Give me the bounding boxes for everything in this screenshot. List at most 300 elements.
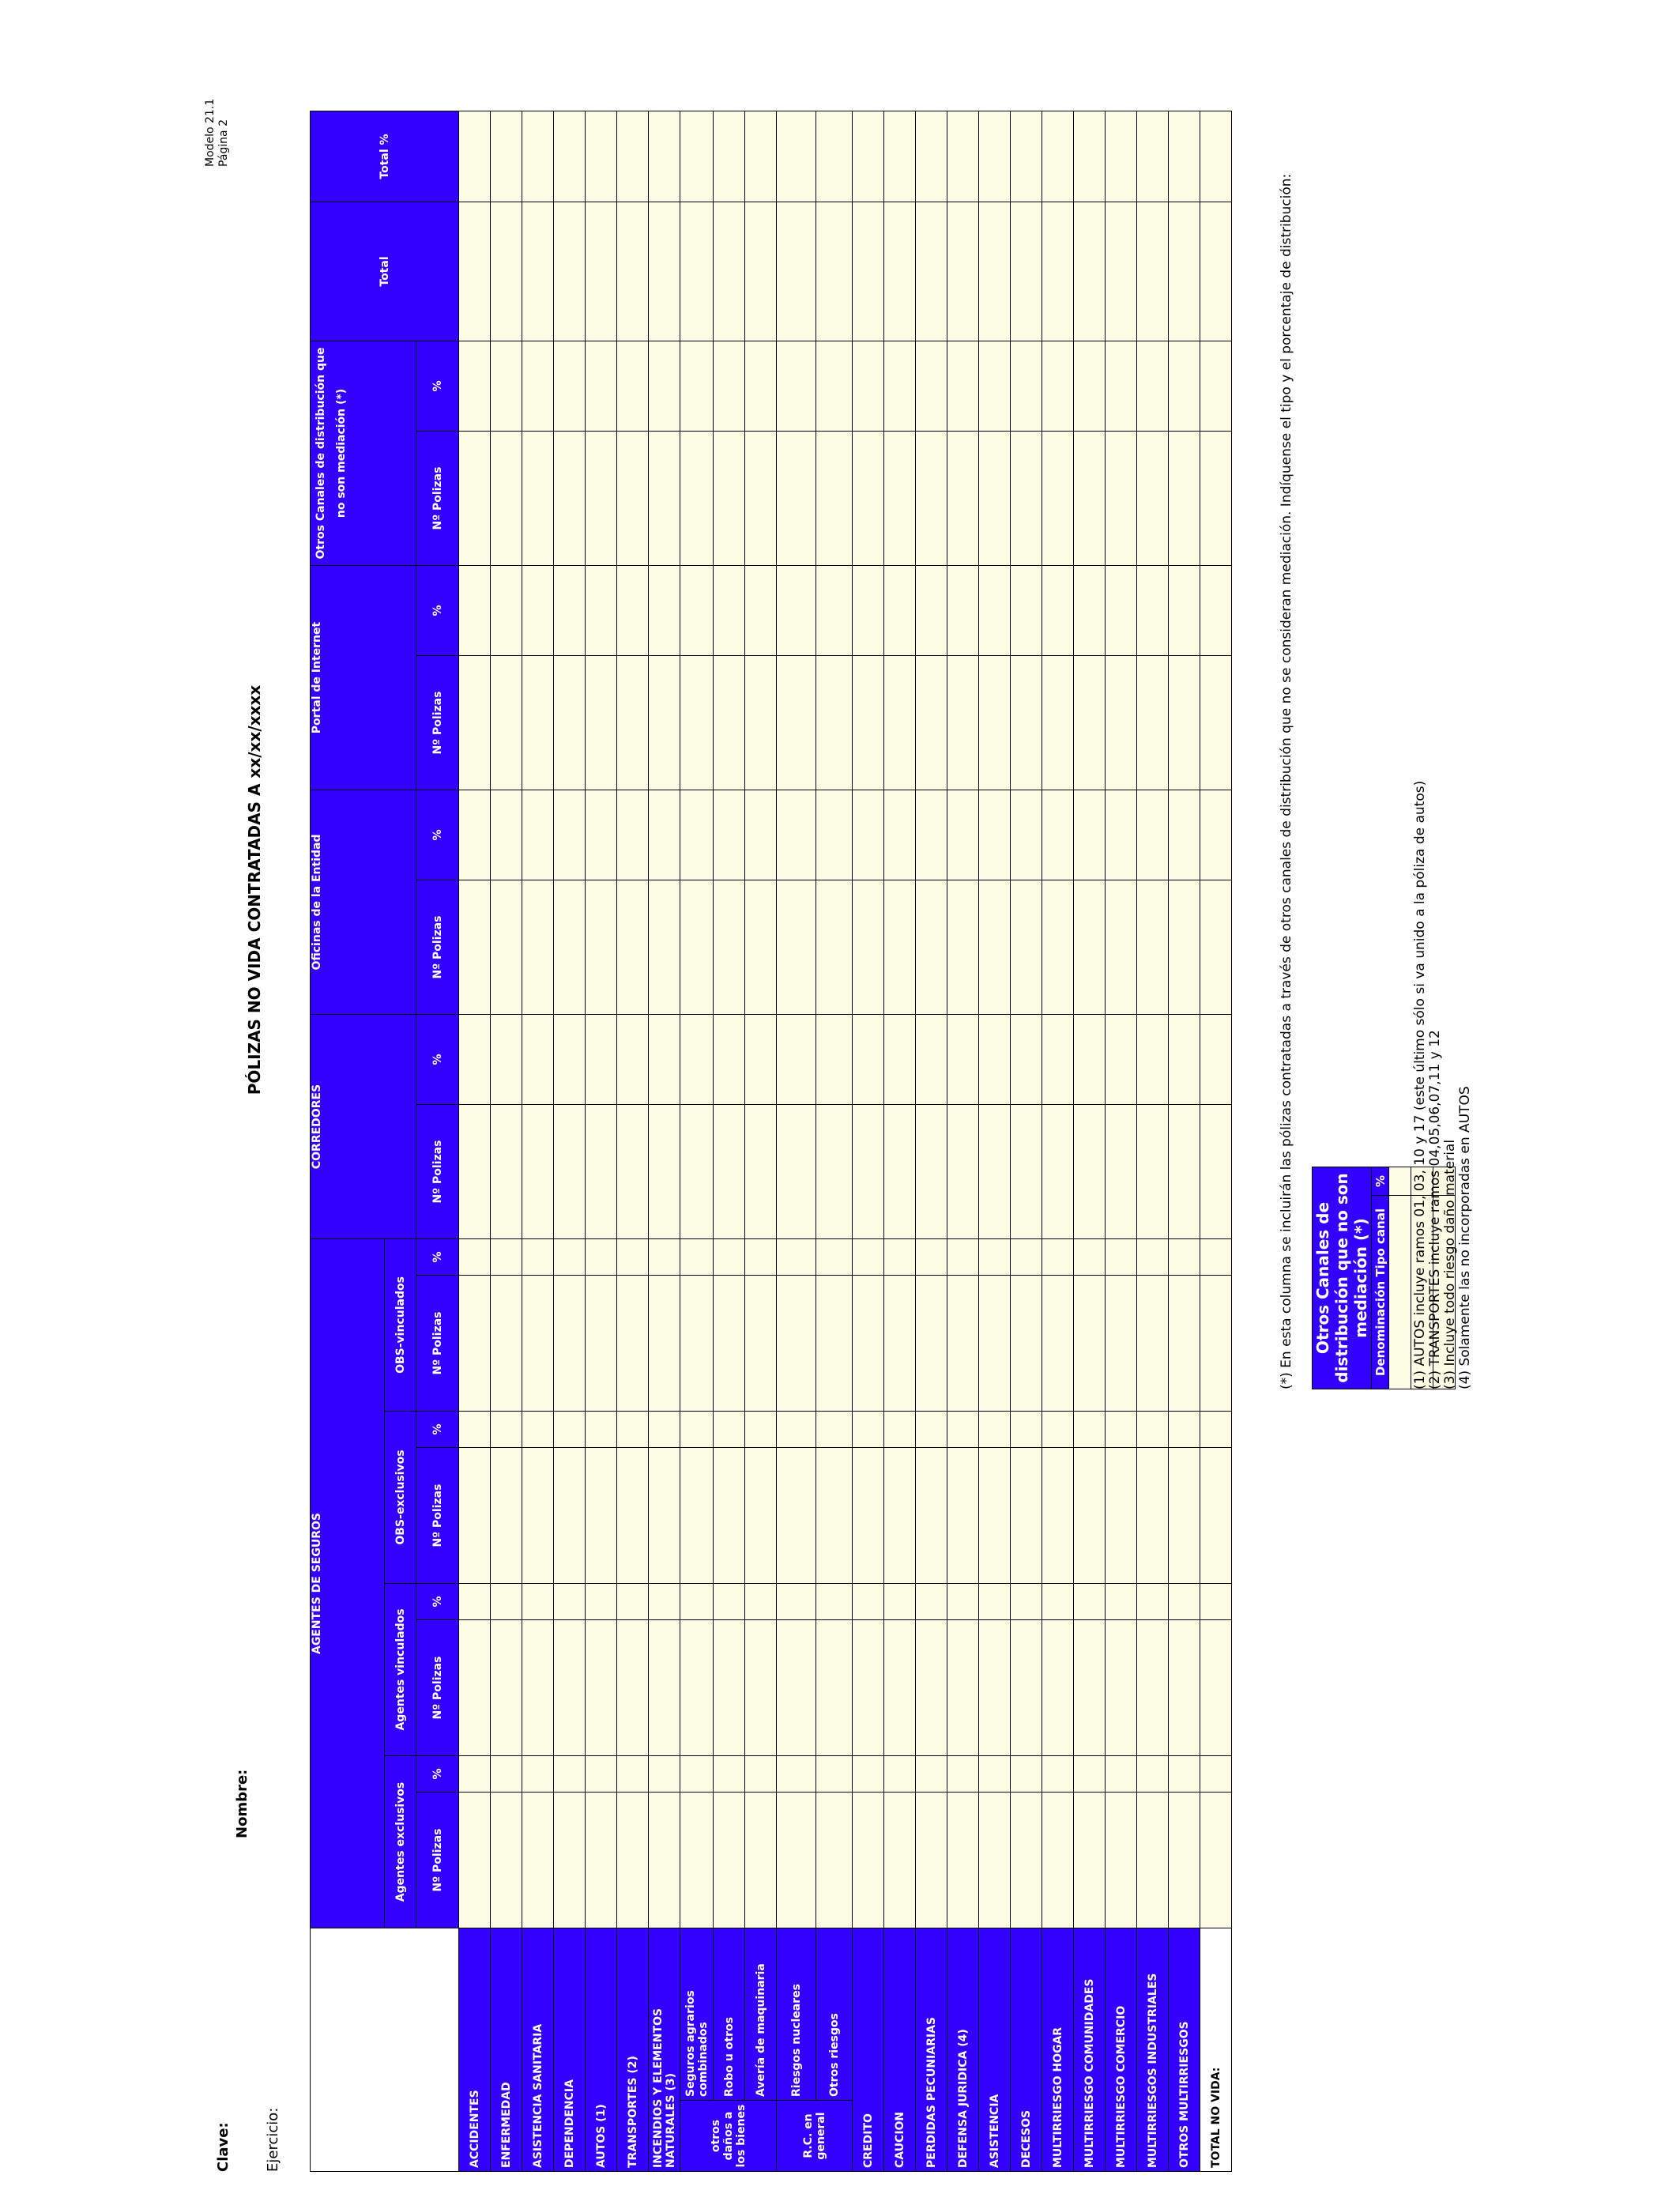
data-cell[interactable]: [617, 432, 649, 566]
data-cell[interactable]: [522, 790, 554, 880]
data-cell[interactable]: [459, 790, 491, 880]
data-cell[interactable]: [947, 1584, 979, 1620]
data-cell[interactable]: [979, 111, 1011, 202]
data-cell[interactable]: [1042, 1015, 1074, 1105]
data-cell[interactable]: [522, 1105, 554, 1239]
data-cell[interactable]: [1011, 1584, 1042, 1620]
data-cell[interactable]: [554, 566, 586, 656]
data-cell[interactable]: [884, 1620, 916, 1756]
data-cell[interactable]: [714, 111, 745, 202]
data-cell[interactable]: [884, 1793, 916, 1928]
data-cell[interactable]: [916, 1448, 947, 1584]
data-cell[interactable]: [1011, 880, 1042, 1015]
data-cell[interactable]: [884, 1105, 916, 1239]
data-cell[interactable]: [522, 111, 554, 202]
data-cell[interactable]: [745, 1584, 777, 1620]
data-cell[interactable]: [947, 341, 979, 432]
data-cell[interactable]: [714, 880, 745, 1015]
data-cell[interactable]: [816, 1448, 853, 1584]
data-cell[interactable]: [745, 1448, 777, 1584]
data-cell[interactable]: [979, 880, 1011, 1015]
data-cell[interactable]: [1074, 880, 1106, 1015]
data-cell[interactable]: [1169, 1793, 1200, 1928]
data-cell[interactable]: [916, 111, 947, 202]
data-cell[interactable]: [777, 1448, 816, 1584]
data-cell[interactable]: [1137, 1276, 1169, 1412]
data-cell[interactable]: [979, 1584, 1011, 1620]
data-cell[interactable]: [491, 880, 522, 1015]
data-cell[interactable]: [1042, 1276, 1074, 1412]
data-cell[interactable]: [714, 1412, 745, 1448]
data-cell[interactable]: [1011, 1793, 1042, 1928]
data-cell[interactable]: [1169, 790, 1200, 880]
data-cell[interactable]: [1106, 1793, 1137, 1928]
data-cell[interactable]: [1011, 1015, 1042, 1105]
data-cell[interactable]: [491, 202, 522, 341]
data-cell[interactable]: [947, 1412, 979, 1448]
data-cell[interactable]: [1169, 1620, 1200, 1756]
data-cell[interactable]: [1200, 790, 1232, 880]
data-cell[interactable]: [554, 111, 586, 202]
data-cell[interactable]: [816, 432, 853, 566]
data-cell[interactable]: [459, 432, 491, 566]
data-cell[interactable]: [1137, 341, 1169, 432]
data-cell[interactable]: [1200, 1105, 1232, 1239]
data-cell[interactable]: [459, 1620, 491, 1756]
data-cell[interactable]: [1169, 202, 1200, 341]
data-cell[interactable]: [1106, 790, 1137, 880]
data-cell[interactable]: [853, 880, 884, 1015]
data-cell[interactable]: [586, 1620, 617, 1756]
data-cell[interactable]: [853, 1620, 884, 1756]
data-cell[interactable]: [459, 566, 491, 656]
data-cell[interactable]: [777, 1412, 816, 1448]
data-cell[interactable]: [1042, 790, 1074, 880]
data-cell[interactable]: [1106, 111, 1137, 202]
data-cell[interactable]: [680, 790, 714, 880]
data-cell[interactable]: [491, 111, 522, 202]
data-cell[interactable]: [1200, 202, 1232, 341]
data-cell[interactable]: [1169, 1756, 1200, 1793]
data-cell[interactable]: [1042, 341, 1074, 432]
data-cell[interactable]: [714, 1015, 745, 1105]
data-cell[interactable]: [947, 1620, 979, 1756]
data-cell[interactable]: [816, 1756, 853, 1793]
data-cell[interactable]: [884, 656, 916, 790]
data-cell[interactable]: [491, 1584, 522, 1620]
data-cell[interactable]: [714, 656, 745, 790]
data-cell[interactable]: [714, 790, 745, 880]
data-cell[interactable]: [1106, 341, 1137, 432]
data-cell[interactable]: [617, 1239, 649, 1276]
data-cell[interactable]: [1011, 1239, 1042, 1276]
data-cell[interactable]: [1106, 1756, 1137, 1793]
data-cell[interactable]: [1169, 1584, 1200, 1620]
data-cell[interactable]: [1074, 432, 1106, 566]
data-cell[interactable]: [649, 1584, 680, 1620]
data-cell[interactable]: [522, 1412, 554, 1448]
data-cell[interactable]: [1200, 1448, 1232, 1584]
data-cell[interactable]: [816, 1239, 853, 1276]
data-cell[interactable]: [745, 1239, 777, 1276]
data-cell[interactable]: [680, 202, 714, 341]
data-cell[interactable]: [1011, 1105, 1042, 1239]
data-cell[interactable]: [947, 880, 979, 1015]
data-cell[interactable]: [979, 1448, 1011, 1584]
data-cell[interactable]: [1011, 1412, 1042, 1448]
data-cell[interactable]: [1200, 432, 1232, 566]
data-cell[interactable]: [947, 432, 979, 566]
data-cell[interactable]: [617, 111, 649, 202]
data-cell[interactable]: [916, 1584, 947, 1620]
data-cell[interactable]: [680, 1448, 714, 1584]
data-cell[interactable]: [745, 1620, 777, 1756]
data-cell[interactable]: [1042, 566, 1074, 656]
data-cell[interactable]: [745, 111, 777, 202]
data-cell[interactable]: [649, 880, 680, 1015]
data-cell[interactable]: [745, 1105, 777, 1239]
data-cell[interactable]: [853, 1584, 884, 1620]
data-cell[interactable]: [617, 566, 649, 656]
data-cell[interactable]: [491, 1793, 522, 1928]
data-cell[interactable]: [816, 341, 853, 432]
data-cell[interactable]: [884, 1412, 916, 1448]
data-cell[interactable]: [1042, 1448, 1074, 1584]
data-cell[interactable]: [1200, 1239, 1232, 1276]
data-cell[interactable]: [947, 111, 979, 202]
data-cell[interactable]: [853, 1793, 884, 1928]
data-cell[interactable]: [617, 880, 649, 1015]
data-cell[interactable]: [1042, 1793, 1074, 1928]
data-cell[interactable]: [1137, 656, 1169, 790]
data-cell[interactable]: [1042, 880, 1074, 1015]
data-cell[interactable]: [1106, 1412, 1137, 1448]
data-cell[interactable]: [491, 1239, 522, 1276]
data-cell[interactable]: [816, 656, 853, 790]
data-cell[interactable]: [586, 880, 617, 1015]
data-cell[interactable]: [816, 1276, 853, 1412]
data-cell[interactable]: [491, 566, 522, 656]
data-cell[interactable]: [947, 1448, 979, 1584]
data-cell[interactable]: [522, 1793, 554, 1928]
data-cell[interactable]: [680, 1239, 714, 1276]
data-cell[interactable]: [777, 1015, 816, 1105]
data-cell[interactable]: [916, 1620, 947, 1756]
data-cell[interactable]: [1074, 790, 1106, 880]
data-cell[interactable]: [649, 790, 680, 880]
data-cell[interactable]: [1011, 1448, 1042, 1584]
data-cell[interactable]: [816, 566, 853, 656]
data-cell[interactable]: [816, 790, 853, 880]
data-cell[interactable]: [491, 1756, 522, 1793]
data-cell[interactable]: [816, 111, 853, 202]
data-cell[interactable]: [1137, 111, 1169, 202]
data-cell[interactable]: [586, 202, 617, 341]
data-cell[interactable]: [491, 1276, 522, 1412]
data-cell[interactable]: [714, 1276, 745, 1412]
data-cell[interactable]: [853, 1015, 884, 1105]
data-cell[interactable]: [649, 566, 680, 656]
data-cell[interactable]: [1011, 432, 1042, 566]
data-cell[interactable]: [649, 202, 680, 341]
data-cell[interactable]: [649, 1105, 680, 1239]
data-cell[interactable]: [853, 566, 884, 656]
data-cell[interactable]: [816, 1584, 853, 1620]
data-cell[interactable]: [617, 1276, 649, 1412]
data-cell[interactable]: [554, 1584, 586, 1620]
data-cell[interactable]: [714, 202, 745, 341]
data-cell[interactable]: [649, 1448, 680, 1584]
data-cell[interactable]: [853, 341, 884, 432]
data-cell[interactable]: [1106, 1584, 1137, 1620]
data-cell[interactable]: [649, 1793, 680, 1928]
data-cell[interactable]: [459, 1276, 491, 1412]
data-cell[interactable]: [1106, 202, 1137, 341]
data-cell[interactable]: [884, 341, 916, 432]
data-cell[interactable]: [884, 111, 916, 202]
data-cell[interactable]: [1200, 1015, 1232, 1105]
data-cell[interactable]: [491, 790, 522, 880]
data-cell[interactable]: [586, 1756, 617, 1793]
data-cell[interactable]: [745, 790, 777, 880]
data-cell[interactable]: [1011, 566, 1042, 656]
data-cell[interactable]: [714, 432, 745, 566]
data-cell[interactable]: [586, 1015, 617, 1105]
data-cell[interactable]: [680, 1276, 714, 1412]
data-cell[interactable]: [1074, 566, 1106, 656]
data-cell[interactable]: [680, 566, 714, 656]
data-cell[interactable]: [649, 111, 680, 202]
data-cell[interactable]: [1137, 1793, 1169, 1928]
data-cell[interactable]: [1074, 1756, 1106, 1793]
data-cell[interactable]: [1200, 111, 1232, 202]
data-cell[interactable]: [777, 566, 816, 656]
data-cell[interactable]: [1200, 1276, 1232, 1412]
data-cell[interactable]: [884, 202, 916, 341]
data-cell[interactable]: [1169, 1239, 1200, 1276]
data-cell[interactable]: [777, 1793, 816, 1928]
data-cell[interactable]: [979, 341, 1011, 432]
data-cell[interactable]: [1137, 1105, 1169, 1239]
data-cell[interactable]: [459, 1239, 491, 1276]
data-cell[interactable]: [947, 1105, 979, 1239]
data-cell[interactable]: [1074, 1448, 1106, 1584]
data-cell[interactable]: [1106, 1239, 1137, 1276]
data-cell[interactable]: [853, 111, 884, 202]
data-cell[interactable]: [459, 880, 491, 1015]
data-cell[interactable]: [649, 1412, 680, 1448]
data-cell[interactable]: [1106, 432, 1137, 566]
data-cell[interactable]: [491, 1448, 522, 1584]
data-cell[interactable]: [1011, 341, 1042, 432]
data-cell[interactable]: [554, 1793, 586, 1928]
data-cell[interactable]: [1169, 1448, 1200, 1584]
data-cell[interactable]: [777, 341, 816, 432]
data-cell[interactable]: [491, 656, 522, 790]
data-cell[interactable]: [617, 202, 649, 341]
data-cell[interactable]: [586, 1448, 617, 1584]
data-cell[interactable]: [777, 880, 816, 1015]
data-cell[interactable]: [1074, 1412, 1106, 1448]
data-cell[interactable]: [459, 1412, 491, 1448]
data-cell[interactable]: [1106, 656, 1137, 790]
data-cell[interactable]: [884, 1584, 916, 1620]
data-cell[interactable]: [853, 1448, 884, 1584]
data-cell[interactable]: [1042, 1756, 1074, 1793]
data-cell[interactable]: [777, 1105, 816, 1239]
data-cell[interactable]: [680, 1105, 714, 1239]
data-cell[interactable]: [745, 880, 777, 1015]
data-cell[interactable]: [554, 1105, 586, 1239]
data-cell[interactable]: [884, 1448, 916, 1584]
data-cell[interactable]: [522, 1448, 554, 1584]
data-cell[interactable]: [617, 790, 649, 880]
data-cell[interactable]: [1137, 1584, 1169, 1620]
data-cell[interactable]: [522, 880, 554, 1015]
data-cell[interactable]: [649, 1756, 680, 1793]
data-cell[interactable]: [884, 1756, 916, 1793]
data-cell[interactable]: [979, 1756, 1011, 1793]
data-cell[interactable]: [1137, 1620, 1169, 1756]
data-cell[interactable]: [884, 790, 916, 880]
data-cell[interactable]: [1074, 202, 1106, 341]
data-cell[interactable]: [745, 1015, 777, 1105]
data-cell[interactable]: [1169, 566, 1200, 656]
data-cell[interactable]: [777, 1584, 816, 1620]
data-cell[interactable]: [522, 1015, 554, 1105]
data-cell[interactable]: [745, 432, 777, 566]
data-cell[interactable]: [979, 1239, 1011, 1276]
data-cell[interactable]: [554, 790, 586, 880]
data-cell[interactable]: [777, 432, 816, 566]
data-cell[interactable]: [777, 1239, 816, 1276]
data-cell[interactable]: [554, 656, 586, 790]
data-cell[interactable]: [522, 1756, 554, 1793]
data-cell[interactable]: [916, 790, 947, 880]
data-cell[interactable]: [680, 656, 714, 790]
data-cell[interactable]: [745, 1412, 777, 1448]
data-cell[interactable]: [816, 202, 853, 341]
data-cell[interactable]: [1106, 1276, 1137, 1412]
data-cell[interactable]: [1074, 1620, 1106, 1756]
data-cell[interactable]: [979, 656, 1011, 790]
data-cell[interactable]: [745, 1756, 777, 1793]
data-cell[interactable]: [916, 432, 947, 566]
data-cell[interactable]: [554, 432, 586, 566]
data-cell[interactable]: [777, 202, 816, 341]
tipo-canal-input[interactable]: [1389, 1196, 1411, 1389]
data-cell[interactable]: [491, 341, 522, 432]
data-cell[interactable]: [649, 432, 680, 566]
data-cell[interactable]: [491, 1620, 522, 1756]
data-cell[interactable]: [680, 1756, 714, 1793]
data-cell[interactable]: [979, 1620, 1011, 1756]
data-cell[interactable]: [586, 656, 617, 790]
data-cell[interactable]: [522, 656, 554, 790]
data-cell[interactable]: [916, 1239, 947, 1276]
data-cell[interactable]: [714, 1756, 745, 1793]
data-cell[interactable]: [680, 111, 714, 202]
data-cell[interactable]: [916, 1015, 947, 1105]
data-cell[interactable]: [554, 1412, 586, 1448]
data-cell[interactable]: [816, 1620, 853, 1756]
data-cell[interactable]: [1137, 1448, 1169, 1584]
data-cell[interactable]: [554, 1756, 586, 1793]
data-cell[interactable]: [1137, 566, 1169, 656]
data-cell[interactable]: [459, 1105, 491, 1239]
data-cell[interactable]: [680, 341, 714, 432]
data-cell[interactable]: [916, 1793, 947, 1928]
data-cell[interactable]: [947, 1276, 979, 1412]
data-cell[interactable]: [777, 656, 816, 790]
data-cell[interactable]: [617, 1015, 649, 1105]
data-cell[interactable]: [1200, 880, 1232, 1015]
data-cell[interactable]: [1169, 341, 1200, 432]
data-cell[interactable]: [522, 1276, 554, 1412]
data-cell[interactable]: [586, 1793, 617, 1928]
data-cell[interactable]: [459, 111, 491, 202]
data-cell[interactable]: [979, 790, 1011, 880]
data-cell[interactable]: [491, 1412, 522, 1448]
data-cell[interactable]: [853, 1239, 884, 1276]
data-cell[interactable]: [777, 1276, 816, 1412]
data-cell[interactable]: [853, 1756, 884, 1793]
data-cell[interactable]: [884, 432, 916, 566]
data-cell[interactable]: [459, 341, 491, 432]
data-cell[interactable]: [714, 566, 745, 656]
data-cell[interactable]: [680, 1793, 714, 1928]
data-cell[interactable]: [979, 1412, 1011, 1448]
data-cell[interactable]: [979, 1015, 1011, 1105]
data-cell[interactable]: [916, 1276, 947, 1412]
data-cell[interactable]: [554, 1276, 586, 1412]
data-cell[interactable]: [617, 656, 649, 790]
data-cell[interactable]: [947, 1756, 979, 1793]
data-cell[interactable]: [777, 790, 816, 880]
data-cell[interactable]: [714, 1239, 745, 1276]
data-cell[interactable]: [853, 1276, 884, 1412]
data-cell[interactable]: [853, 1412, 884, 1448]
data-cell[interactable]: [586, 1239, 617, 1276]
data-cell[interactable]: [586, 1584, 617, 1620]
data-cell[interactable]: [586, 566, 617, 656]
data-cell[interactable]: [1042, 202, 1074, 341]
data-cell[interactable]: [979, 1105, 1011, 1239]
data-cell[interactable]: [459, 1756, 491, 1793]
data-cell[interactable]: [1074, 1276, 1106, 1412]
data-cell[interactable]: [1011, 111, 1042, 202]
data-cell[interactable]: [947, 1239, 979, 1276]
data-cell[interactable]: [1074, 1105, 1106, 1239]
data-cell[interactable]: [459, 656, 491, 790]
data-cell[interactable]: [979, 1276, 1011, 1412]
data-cell[interactable]: [745, 1793, 777, 1928]
data-cell[interactable]: [617, 1756, 649, 1793]
data-cell[interactable]: [714, 1793, 745, 1928]
data-cell[interactable]: [916, 1412, 947, 1448]
data-cell[interactable]: [522, 566, 554, 656]
data-cell[interactable]: [916, 341, 947, 432]
data-cell[interactable]: [884, 880, 916, 1015]
data-cell[interactable]: [853, 202, 884, 341]
data-cell[interactable]: [979, 432, 1011, 566]
data-cell[interactable]: [947, 1015, 979, 1105]
data-cell[interactable]: [617, 341, 649, 432]
data-cell[interactable]: [916, 566, 947, 656]
data-cell[interactable]: [649, 341, 680, 432]
data-cell[interactable]: [714, 1620, 745, 1756]
data-cell[interactable]: [853, 1105, 884, 1239]
